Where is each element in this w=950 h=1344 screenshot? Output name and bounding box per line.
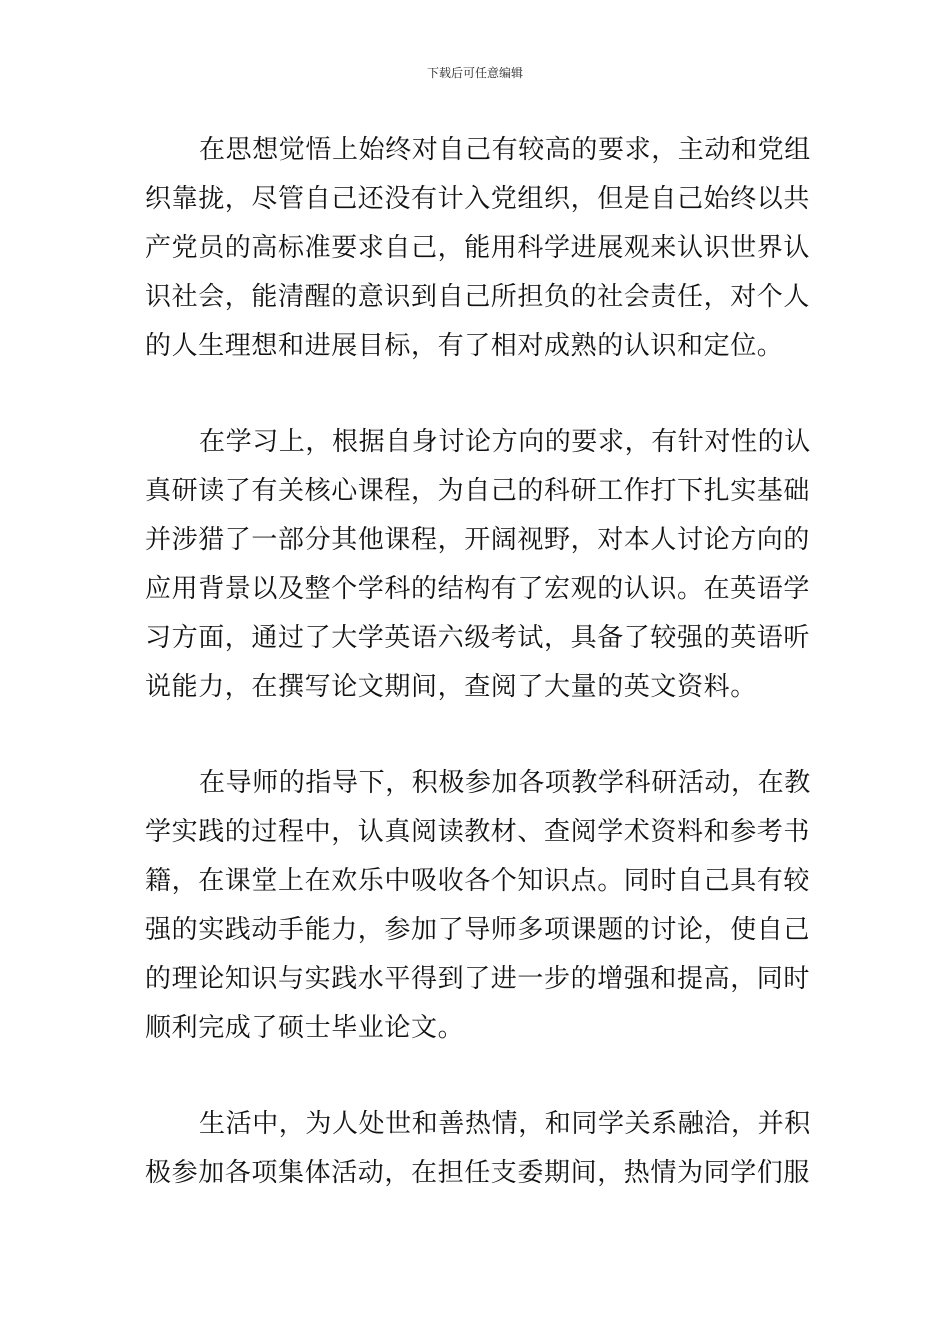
paragraph-line: 在学习上，根据自身讨论方向的要求，有针对性的认 <box>199 427 811 457</box>
page-header <box>0 64 950 82</box>
paragraph-line: 籍，在课堂上在欢乐中吸收各个知识点。同时自己具有较 <box>145 866 811 896</box>
paragraph-line: 真研读了有关核心课程，为自己的科研工作打下扎实基础 <box>145 476 811 506</box>
paragraph-political <box>145 126 810 371</box>
paragraph-line: 的人生理想和进展目标，有了相对成熟的认识和定位。 <box>145 331 784 361</box>
paragraph-line: 极参加各项集体活动，在担任支委期间，热情为同学们服 <box>145 1158 811 1188</box>
paragraph-line: 的理论知识与实践水平得到了进一步的增强和提高，同时 <box>145 964 811 994</box>
paragraph-line: 说能力，在撰写论文期间，查阅了大量的英文资料。 <box>145 672 757 702</box>
paragraph-line: 生活中，为人处世和善热情，和同学关系融洽，并积 <box>199 1109 811 1139</box>
paragraph-line: 织靠拢，尽管自己还没有计入党组织，但是自己始终以共 <box>145 184 811 214</box>
header-text: 下载后可任意编辑 <box>426 66 523 80</box>
paragraph-study <box>145 418 810 712</box>
paragraph-line: 在导师的指导下，积极参加各项教学科研活动，在教 <box>199 768 811 798</box>
paragraph-life <box>145 1100 810 1198</box>
paragraph-line: 习方面，通过了大学英语六级考试，具备了较强的英语听 <box>145 623 811 653</box>
paragraph-line: 并涉猎了一部分其他课程，开阔视野，对本人讨论方向的 <box>145 525 811 555</box>
paragraph-line: 在思想觉悟上始终对自己有较高的要求，主动和党组 <box>199 135 811 165</box>
paragraph-research <box>145 759 810 1053</box>
paragraph-line: 应用背景以及整个学科的结构有了宏观的认识。在英语学 <box>145 574 811 604</box>
paragraph-line: 顺利完成了硕士毕业论文。 <box>145 1013 465 1043</box>
paragraph-line: 识社会，能清醒的意识到自己所担负的社会责任，对个人 <box>145 282 811 312</box>
paragraph-line: 强的实践动手能力，参加了导师多项课题的讨论，使自己 <box>145 915 811 945</box>
paragraph-line: 产党员的高标准要求自己，能用科学进展观来认识世界认 <box>145 233 811 263</box>
paragraph-line: 学实践的过程中，认真阅读教材、查阅学术资料和参考书 <box>145 817 811 847</box>
document-body <box>145 126 810 1245</box>
